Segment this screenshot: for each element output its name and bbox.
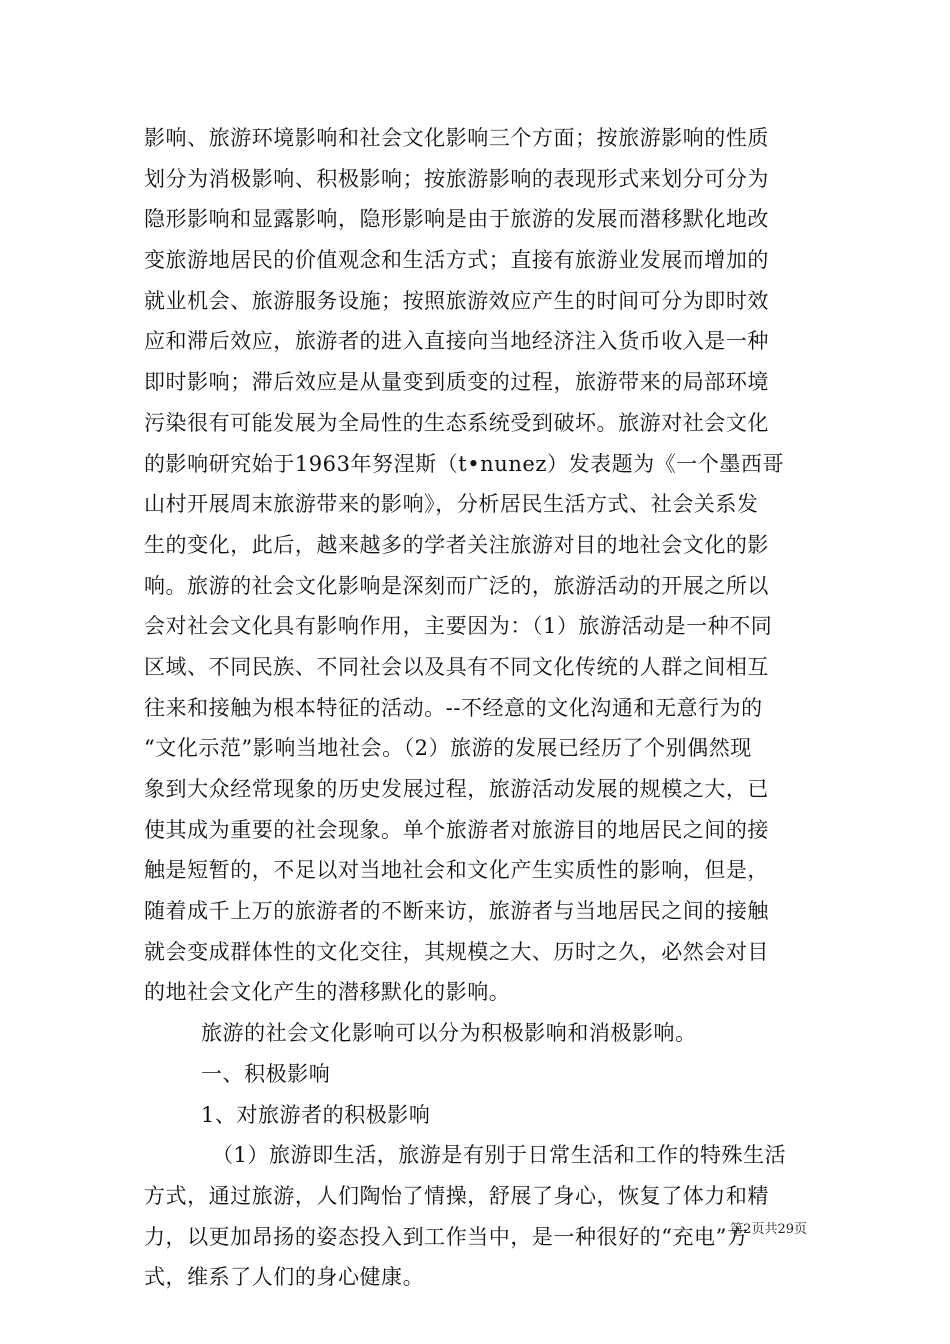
text-line: 往来和接触为根本特征的活动。--不经意的文化沟通和无意行为的 <box>144 695 763 720</box>
text-line: 应和滞后效应，旅游者的进入直接向当地经济注入货币收入是一种 <box>144 329 769 354</box>
text-line: 触是短暂的，不足以对当地社会和文化产生实质性的影响，但是， <box>144 858 769 883</box>
subsection-heading: 1、对旅游者的积极影响 <box>201 1102 431 1127</box>
text-line: 的地社会文化产生的潜移默化的影响。 <box>144 980 511 1005</box>
page-number: 第2页共29页 <box>730 1222 807 1237</box>
text-line: 象到大众经常现象的历史发展过程，旅游活动发展的规模之大，已 <box>144 777 769 801</box>
text-line: 方式，通过旅游，人们陶怡了情操，舒展了身心，恢复了体力和精 <box>144 1183 769 1208</box>
text-line: 力，以更加昂扬的姿态投入到工作当中，是一种很好的“充电”方 <box>144 1224 749 1249</box>
body-text <box>144 118 808 1298</box>
text-line: 即时影响；滞后效应是从量变到质变的过程，旅游带来的局部环境 <box>144 370 769 395</box>
text-line: 污染很有可能发展为全局性的生态系统受到破坏。旅游对社会文化 <box>144 410 769 435</box>
paragraph-first-line: 旅游的社会文化影响可以分为积极影响和消极影响。 <box>201 1021 697 1046</box>
text-line: 变旅游地居民的价值观念和生活方式；直接有旅游业发展而增加的 <box>144 248 769 273</box>
text-line: 区域、不同民族、不同社会以及具有不同文化传统的人群之间相互 <box>144 654 769 679</box>
paragraph-first-line: （1）旅游即生活，旅游是有别于日常生活和工作的特殊生活 <box>212 1143 787 1168</box>
text-line: 划分为消极影响、积极影响；按旅游影响的表现形式来划分可分为 <box>144 166 769 191</box>
text-line: 会对社会文化具有影响作用，主要因为：（1）旅游活动是一种不同 <box>144 614 773 639</box>
text-line: 随着成千上万的旅游者的不断来访，旅游者与当地居民之间的接触 <box>144 899 769 924</box>
section-heading: 一、积极影响 <box>201 1061 331 1086</box>
text-line: 影响、旅游环境影响和社会文化影响三个方面；按旅游影响的性质 <box>144 126 769 150</box>
text-line: 使其成为重要的社会现象。单个旅游者对旅游目的地居民之间的接 <box>144 817 769 842</box>
text-line: 就业机会、旅游服务设施；按照旅游效应产生的时间可分为即时效 <box>144 288 769 313</box>
text-line: 就会变成群体性的文化交往，其规模之大、历时之久，必然会对目 <box>144 939 769 964</box>
text-line: 隐形影响和显露影响，隐形影响是由于旅游的发展而潜移默化地改 <box>144 207 769 232</box>
text-line: 响。旅游的社会文化影响是深刻而广泛的，旅游活动的开展之所以 <box>144 573 769 598</box>
text-line: 生的变化，此后，越来越多的学者关注旅游对目的地社会文化的影 <box>144 532 769 557</box>
text-line: 的影响研究始于1963年努涅斯（t•nunez）发表题为《一个墨西哥 <box>144 451 785 476</box>
text-line: “文化示范”影响当地社会。（2）旅游的发展已经历了个别偶然现 <box>144 736 752 761</box>
text-line: 山村开展周末旅游带来的影响》，分析居民生活方式、社会关系发 <box>144 492 759 517</box>
text-line: 式，维系了人们的身心健康。 <box>144 1265 425 1290</box>
